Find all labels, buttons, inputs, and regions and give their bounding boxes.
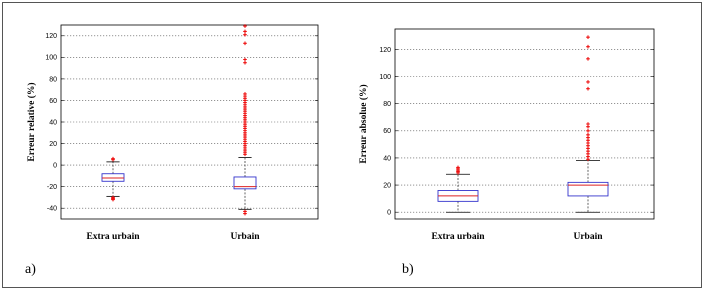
box-iqr	[568, 182, 608, 196]
x-category-label: Extra urbain	[86, 232, 140, 242]
axes-frame	[395, 29, 654, 219]
panel-label-a: a)	[25, 262, 36, 277]
outlier-point	[243, 42, 247, 46]
y-tick-label: 80	[49, 76, 57, 84]
y-tick-label: 0	[53, 162, 57, 170]
outlier-point	[586, 57, 590, 61]
x-category-label: Extra urbain	[431, 232, 485, 242]
outlier-point	[586, 133, 590, 137]
y-tick-label: 40	[49, 119, 57, 127]
outlier-point	[243, 33, 247, 37]
y-tick-label: 120	[379, 46, 391, 54]
y-tick-label: 20	[383, 182, 391, 190]
y-axis-label: Erreur relative (%)	[27, 82, 37, 162]
outlier-point	[243, 61, 247, 65]
axes-frame	[61, 25, 318, 219]
y-tick-label: 40	[383, 155, 391, 163]
y-tick-label: 100	[379, 73, 391, 81]
outlier-point	[586, 35, 590, 39]
y-axis-label: Erreur absolue (%)	[359, 84, 369, 164]
outlier-point	[243, 30, 247, 34]
outlier-point	[586, 45, 590, 49]
x-category-label: Urbain	[573, 232, 603, 242]
outlier-point	[586, 87, 590, 91]
outlier-point	[243, 212, 247, 216]
x-category-label: Urbain	[230, 232, 260, 242]
y-tick-label: 20	[49, 140, 57, 148]
y-tick-label: 120	[45, 33, 57, 41]
outlier-point	[586, 129, 590, 133]
outlier-point	[243, 58, 247, 62]
panel-label-b: b)	[402, 262, 414, 277]
y-tick-label: 60	[383, 128, 391, 136]
chart-panel-2	[358, 29, 654, 242]
outlier-point	[586, 80, 590, 84]
y-tick-label: 100	[45, 54, 57, 62]
chart-panel-1	[26, 24, 318, 242]
y-tick-label: 80	[383, 101, 391, 109]
outlier-point	[586, 122, 590, 126]
y-tick-label: 60	[49, 97, 57, 105]
y-tick-label: -40	[46, 205, 57, 213]
outlier-point	[243, 92, 247, 96]
y-tick-label: -20	[46, 184, 57, 192]
y-tick-label: 0	[387, 209, 391, 217]
box-iqr	[102, 174, 124, 182]
